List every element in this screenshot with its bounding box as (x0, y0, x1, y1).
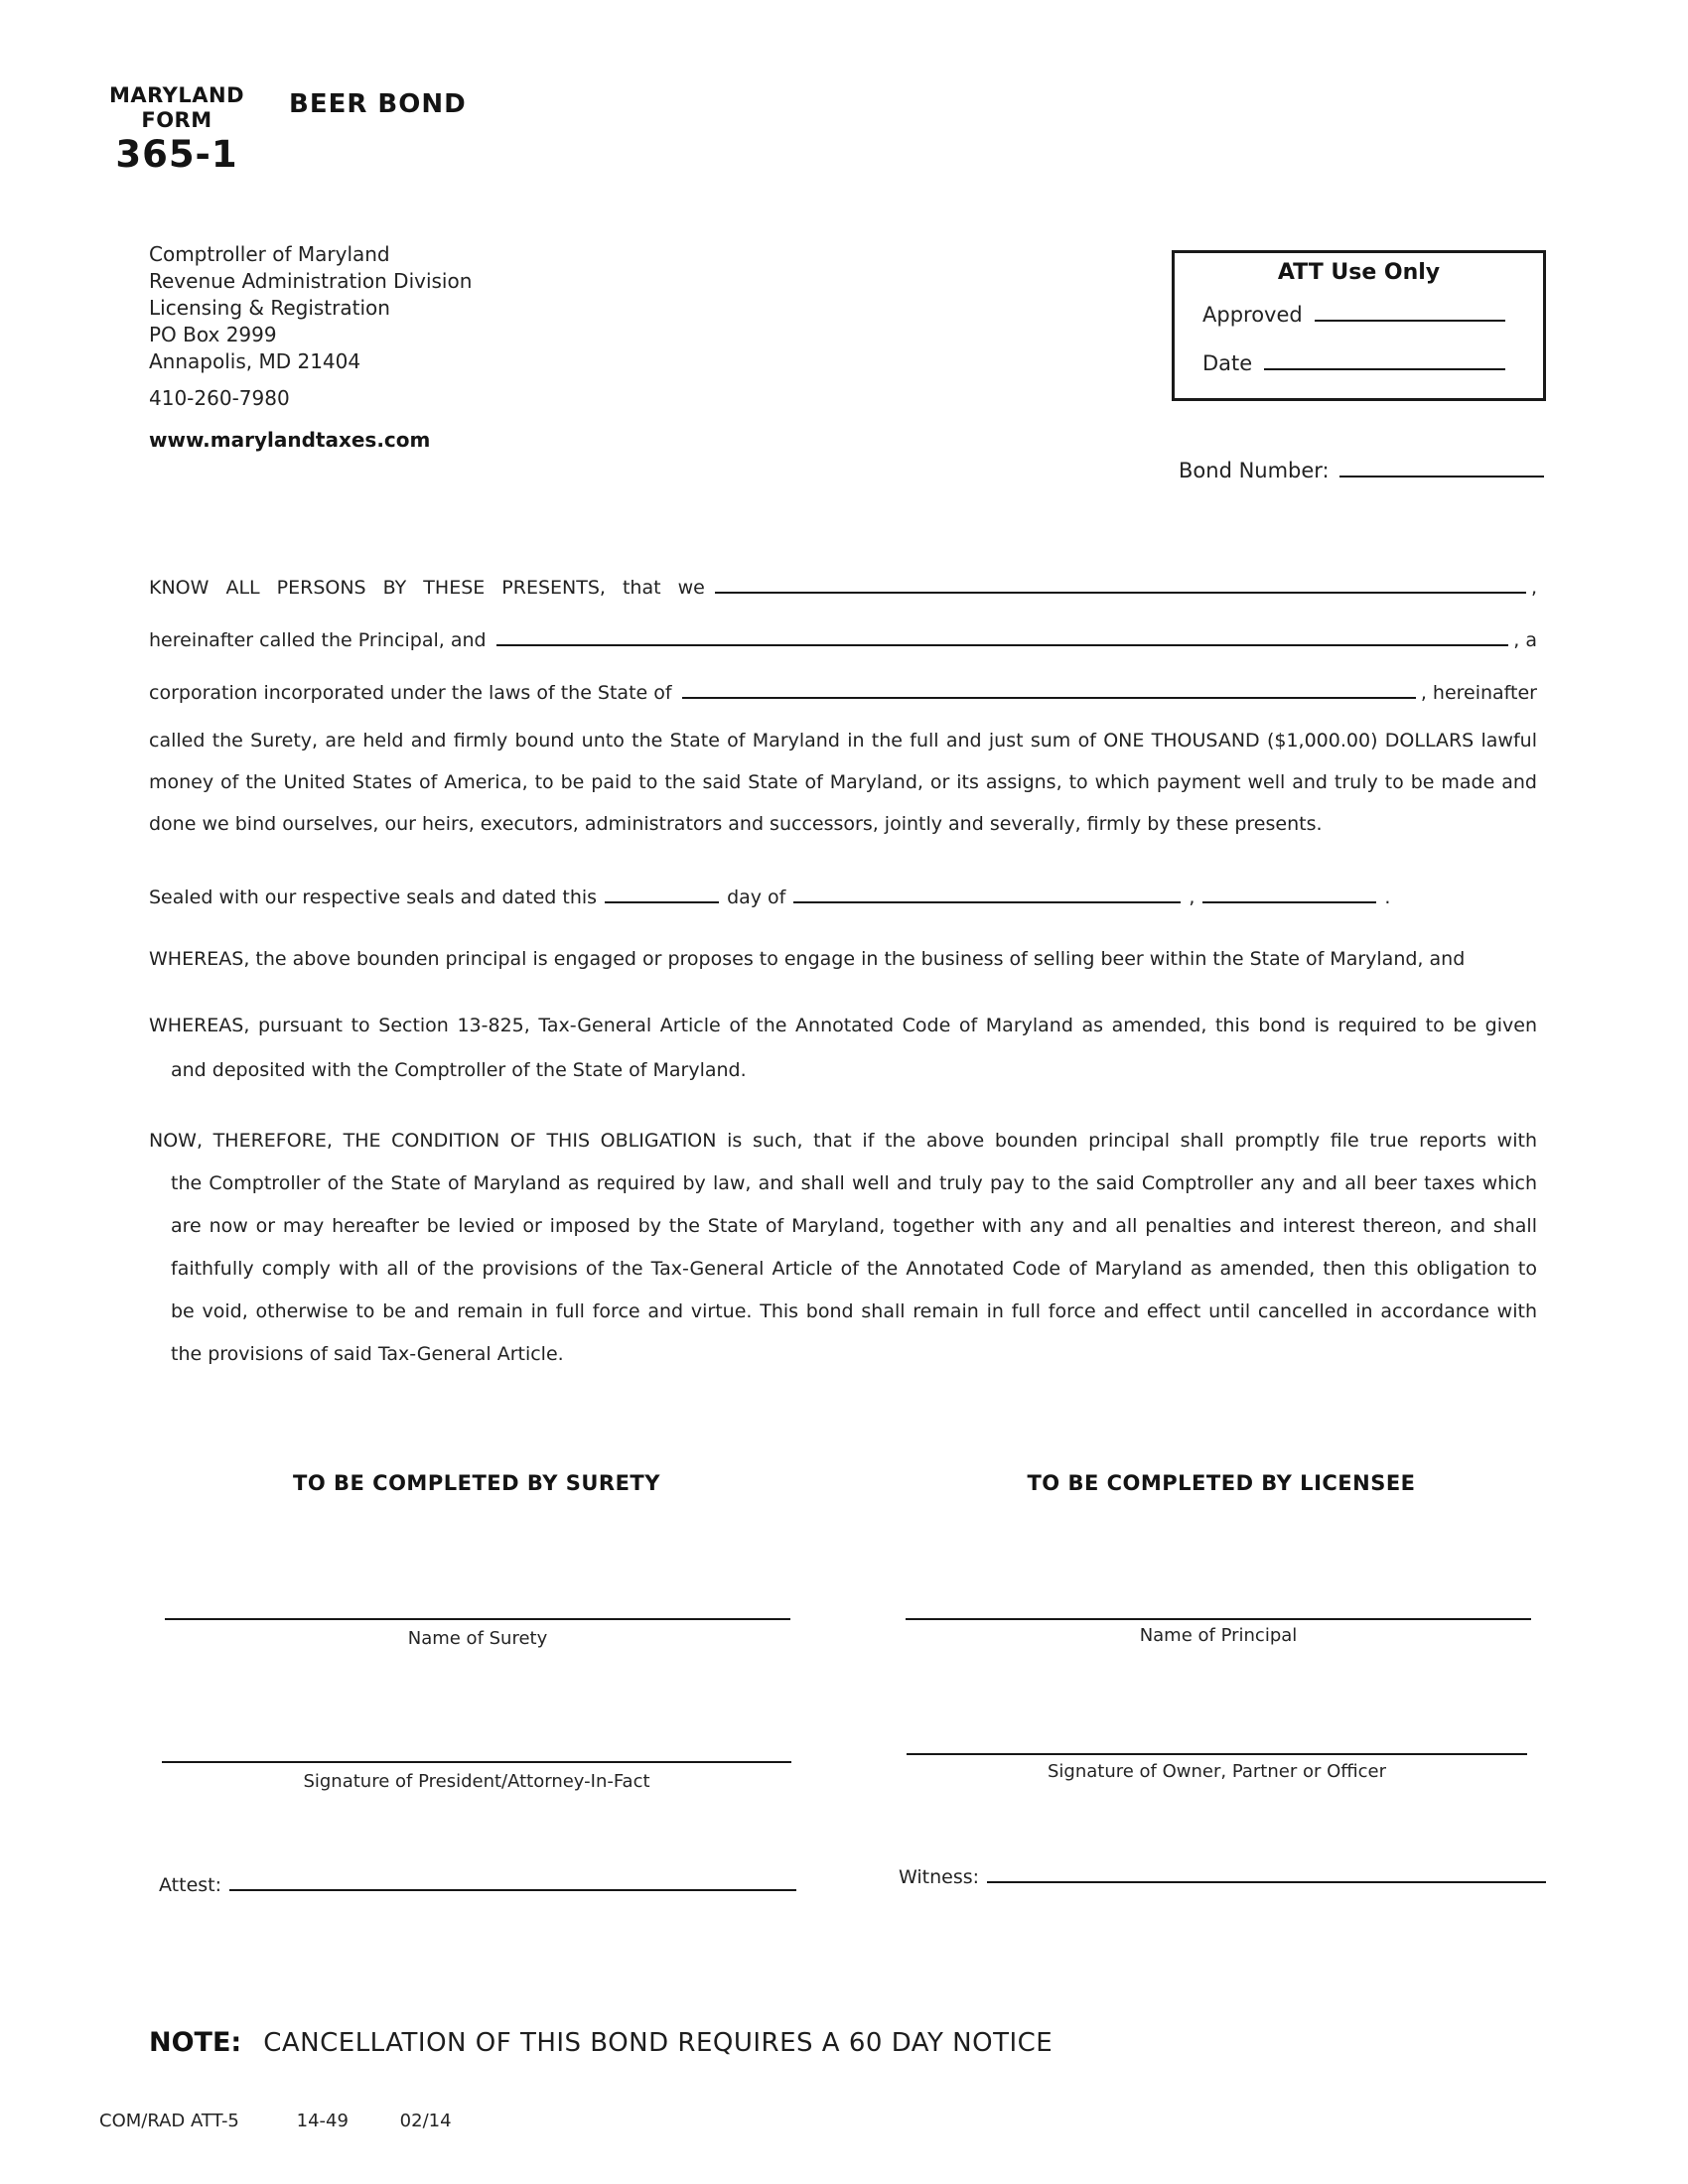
name-of-surety-label: Name of Surety (407, 1628, 548, 1649)
paragraph-line: WHEREAS, pursuant to Section 13-825, Tax-General Article of the Annotated Code of Maryland as amended, this bond is required to be given (149, 1015, 1537, 1036)
att-use-only-box (1172, 250, 1546, 401)
bond-body-text (149, 562, 1537, 1376)
month-blank[interactable] (793, 901, 1181, 903)
paragraph-line: the Comptroller of the State of Maryland as required by law, and shall well and truly pay to the said Comptroller any and all beer taxes which (171, 1172, 1537, 1194)
paragraph-line: be void, otherwise to be and remain in full force and virtue. This bond shall remain in full force and effect until cancelled in accordance with (171, 1300, 1537, 1322)
agency-address-line: Revenue Administration Division (149, 269, 473, 293)
paragraph-line: money of the United States of America, to be paid to the said State of Maryland, or its assigns, to which payment well and truly to be made and (149, 771, 1537, 793)
comma-text: , (1189, 887, 1196, 908)
surety-name-blank[interactable] (496, 644, 1509, 646)
bond-obligation-paragraph (149, 720, 1537, 845)
witness-blank[interactable] (987, 1881, 1546, 1883)
form-jurisdiction: MARYLAND (108, 83, 245, 107)
form-number: 365-1 (115, 133, 238, 176)
sealed-text: Sealed with our respective seals and dated this (149, 887, 598, 908)
day-blank[interactable] (605, 901, 719, 903)
form-id-block (87, 83, 266, 177)
owner-signature-label: Signature of Owner, Partner or Officer (1047, 1761, 1387, 1782)
day-of-text: day of (727, 887, 786, 908)
surety-section-header: TO BE COMPLETED BY SURETY (293, 1471, 660, 1495)
fill-line-surety (149, 614, 1537, 667)
paragraph-line: and deposited with the Comptroller of the State of Maryland. (171, 1059, 747, 1081)
paragraph-line: are now or may hereafter be levied or imposed by the State of Maryland, together with any and all penalties and interest thereon, and shall (171, 1215, 1537, 1237)
page-title: BEER BOND (289, 89, 467, 119)
sealed-date-line (149, 872, 1537, 924)
licensee-section-header: TO BE COMPLETED BY LICENSEE (1027, 1471, 1416, 1495)
fill-line-suffix: , a (1513, 629, 1537, 651)
paragraph-line: the provisions of said Tax-General Article. (171, 1343, 564, 1365)
form-footer (99, 2111, 452, 2131)
fill-line-suffix: , (1530, 577, 1537, 599)
note-label: NOTE: (149, 2027, 242, 2058)
fill-line-text: corporation incorporated under the laws of the State of (149, 682, 672, 704)
fill-line-suffix: , hereinafter (1420, 682, 1537, 704)
approved-blank[interactable] (1315, 320, 1505, 322)
footer-doc-code: COM/RAD ATT-5 (99, 2111, 239, 2131)
paragraph-line: called the Surety, are held and firmly bound unto the State of Maryland in the full and just sum of ONE THOUSAND ($1,000.00) DOLLARS lawful (149, 730, 1537, 751)
owner-signature-line[interactable] (907, 1753, 1527, 1755)
whereas-clause-1: WHEREAS, the above bounden principal is engaged or proposes to engage in the business of selling beer within the State of Maryland, and (149, 948, 1466, 970)
principal-name-blank[interactable] (715, 592, 1526, 594)
cancellation-note (149, 2027, 1053, 2058)
agency-address-block (149, 241, 472, 454)
approved-row (1202, 296, 1505, 334)
witness-label: Witness: (899, 1866, 980, 1888)
attest-blank[interactable] (229, 1889, 796, 1891)
whereas-clause-2 (149, 1004, 1537, 1093)
name-of-principal-line[interactable] (906, 1618, 1531, 1620)
name-of-surety-line[interactable] (165, 1618, 790, 1620)
note-text: CANCELLATION OF THIS BOND REQUIRES A 60 DAY NOTICE (263, 2028, 1054, 2058)
bond-number-row (1179, 449, 1544, 492)
attest-row (159, 1870, 796, 1900)
witness-row (899, 1862, 1546, 1892)
agency-address-line: PO Box 2999 (149, 323, 277, 346)
fill-line-principal (149, 562, 1537, 614)
approval-date-blank[interactable] (1264, 368, 1505, 370)
agency-address-line: Annapolis, MD 21404 (149, 349, 361, 373)
bond-number-blank[interactable] (1339, 476, 1544, 478)
period-text: . (1384, 887, 1391, 908)
att-box-title: ATT Use Only (1277, 260, 1441, 285)
agency-website: www.marylandtaxes.com (149, 428, 431, 452)
agency-phone: 410-260-7980 (149, 386, 290, 410)
footer-date-code: 02/14 (399, 2111, 452, 2131)
condition-clause (149, 1120, 1537, 1376)
form-word: FORM (141, 108, 212, 132)
bond-number-label: Bond Number: (1179, 459, 1330, 482)
paragraph-line: done we bind ourselves, our heirs, executors, administrators and successors, jointly and severally, firmly by these presents. (149, 813, 1323, 835)
date-label: Date (1202, 351, 1253, 375)
approved-label: Approved (1202, 303, 1303, 327)
year-blank[interactable] (1202, 901, 1376, 903)
fill-line-text: KNOW ALL PERSONS BY THESE PRESENTS, that we (149, 577, 705, 599)
paragraph-line: NOW, THEREFORE, THE CONDITION OF THIS OBLIGATION is such, that if the above bounden principal shall promptly file true reports with (149, 1130, 1537, 1152)
agency-address-line: Comptroller of Maryland (149, 242, 390, 266)
footer-revision-code: 14-49 (296, 2111, 349, 2131)
president-signature-line[interactable] (162, 1761, 791, 1763)
approval-date-row (1202, 344, 1505, 382)
fill-line-state (149, 667, 1537, 720)
attest-label: Attest: (159, 1874, 222, 1896)
name-of-principal-label: Name of Principal (1139, 1625, 1298, 1646)
president-signature-label: Signature of President/Attorney-In-Fact (303, 1771, 650, 1792)
paragraph-line: faithfully comply with all of the provisions of the Tax-General Article of the Annotated Code of Maryland as amended, then this obligation to (171, 1258, 1537, 1280)
incorporation-state-blank[interactable] (682, 697, 1416, 699)
fill-line-text: hereinafter called the Principal, and (149, 629, 487, 651)
agency-address-line: Licensing & Registration (149, 296, 390, 320)
